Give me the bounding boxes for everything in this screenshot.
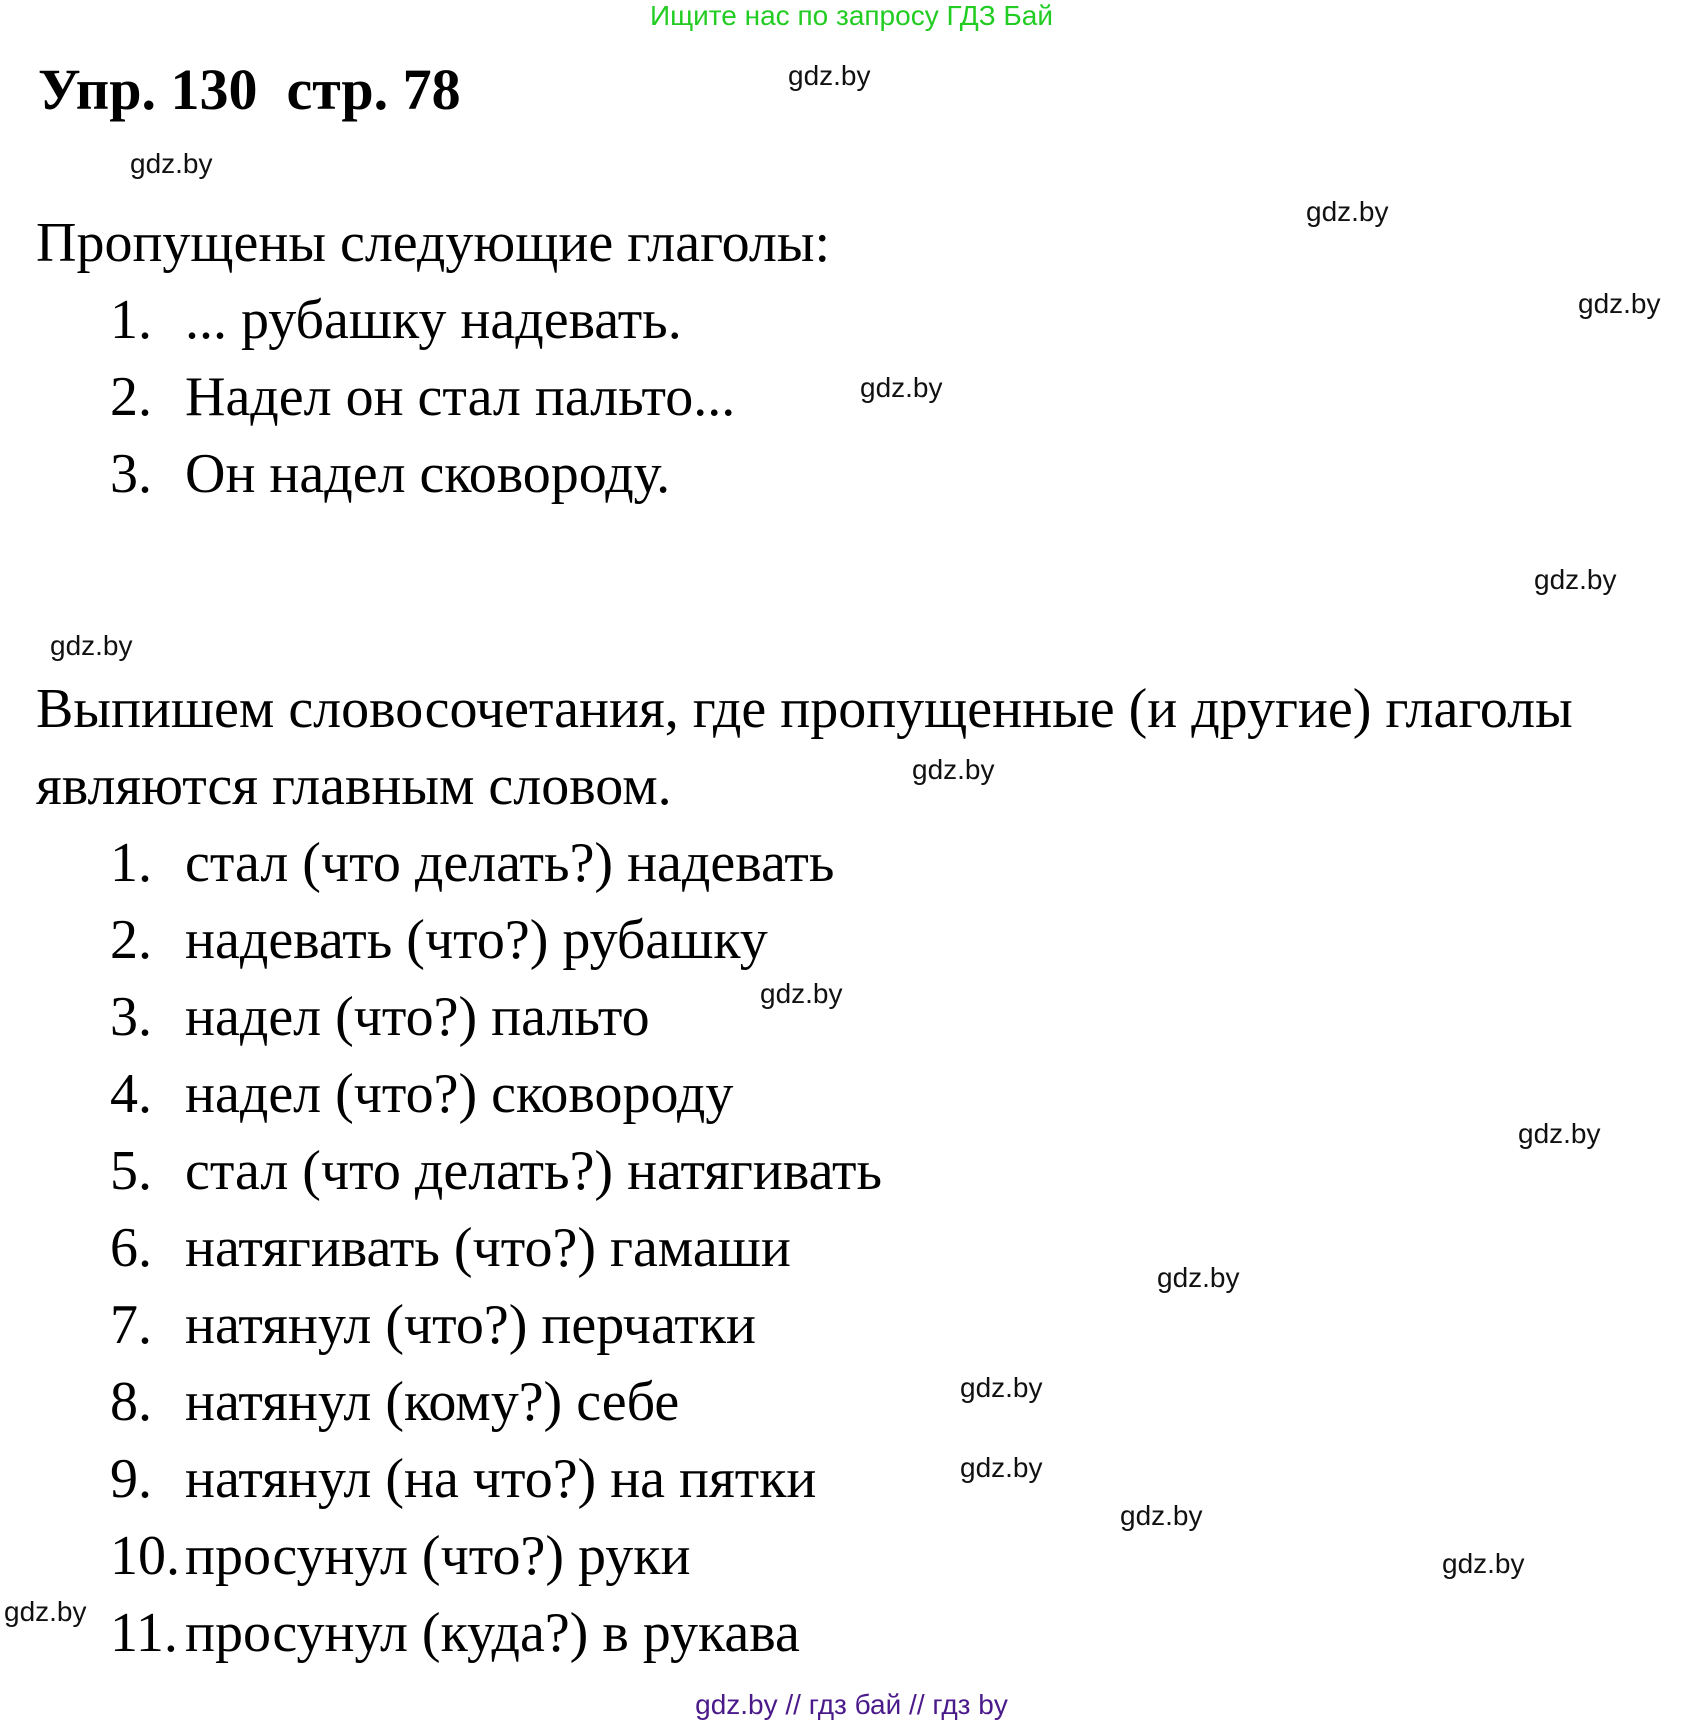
list-item	[110, 1518, 690, 1595]
item-number: 4.	[110, 1063, 152, 1125]
item-number: 6.	[110, 1217, 152, 1279]
page-title: Упр. 130 стр. 78	[38, 57, 461, 122]
item-text: стал (что делать?) натягивать	[185, 1140, 882, 1202]
watermark: gdz.by	[1518, 1118, 1601, 1149]
item-number: 1.	[110, 832, 152, 894]
watermark: gdz.by	[960, 1372, 1043, 1403]
list-item	[110, 1364, 679, 1441]
list-item	[110, 1133, 882, 1210]
watermark: gdz.by	[760, 978, 843, 1009]
watermark: gdz.by	[130, 148, 213, 179]
item-number: 5.	[110, 1140, 152, 1202]
watermark: gdz.by	[860, 372, 943, 403]
item-text: Он надел сковороду.	[185, 443, 671, 505]
watermark: gdz.by	[960, 1452, 1043, 1483]
item-text: просунул (что?) руки	[185, 1525, 691, 1587]
item-text: надел (что?) сковороду	[185, 1063, 734, 1125]
list-item	[110, 282, 682, 359]
item-text: натянул (кому?) себе	[185, 1371, 680, 1433]
watermark: gdz.by	[4, 1596, 87, 1627]
item-number: 2.	[110, 366, 152, 428]
item-number: 3.	[110, 443, 152, 505]
watermark: gdz.by	[1534, 564, 1617, 595]
list-item	[110, 1287, 756, 1364]
item-number: 9.	[110, 1448, 152, 1510]
item-number: 1.	[110, 289, 152, 351]
section2-heading-line1: Выпишем словосочетания, где пропущенные (и другие) глаголы	[36, 678, 1573, 740]
list-item	[110, 902, 768, 979]
item-number: 3.	[110, 986, 152, 1048]
item-text: натягивать (что?) гамаши	[185, 1217, 791, 1279]
watermark: gdz.by	[1157, 1262, 1240, 1293]
item-text: просунул (куда?) в рукава	[185, 1602, 800, 1664]
list-item	[110, 1210, 791, 1287]
section2-heading-line2: являются главным словом.	[36, 755, 672, 817]
item-number: 10.	[110, 1525, 180, 1587]
item-text: ... рубашку надевать.	[185, 289, 682, 351]
item-text: Надел он стал пальто...	[185, 366, 736, 428]
item-text: натянул (что?) перчатки	[185, 1294, 757, 1356]
item-text: надевать (что?) рубашку	[185, 909, 768, 971]
item-text: надел (что?) пальто	[185, 986, 650, 1048]
item-number: 8.	[110, 1371, 152, 1433]
search-hint-header: Ищите нас по запросу ГДЗ Бай	[649, 0, 1054, 31]
watermark: gdz.by	[1306, 196, 1389, 227]
watermark: gdz.by	[1442, 1548, 1525, 1579]
item-number: 7.	[110, 1294, 152, 1356]
item-text: стал (что делать?) надевать	[185, 832, 835, 894]
item-number: 11.	[110, 1602, 178, 1664]
watermark: gdz.by	[788, 60, 871, 91]
list-item	[110, 825, 834, 902]
watermark: gdz.by	[912, 754, 995, 785]
item-text: натянул (на что?) на пятки	[185, 1448, 817, 1510]
item-number: 2.	[110, 909, 152, 971]
footer-links: gdz.by // гдз бай // гдз by	[695, 1689, 1008, 1720]
section1-heading: Пропущены следующие глаголы:	[36, 212, 831, 274]
watermark: gdz.by	[1578, 288, 1661, 319]
list-item	[110, 436, 670, 513]
watermark: gdz.by	[50, 630, 133, 661]
list-item	[110, 359, 735, 436]
list-item	[110, 979, 650, 1056]
list-item	[110, 1441, 816, 1518]
watermark: gdz.by	[1120, 1500, 1203, 1531]
list-item	[110, 1595, 800, 1672]
list-item	[110, 1056, 733, 1133]
